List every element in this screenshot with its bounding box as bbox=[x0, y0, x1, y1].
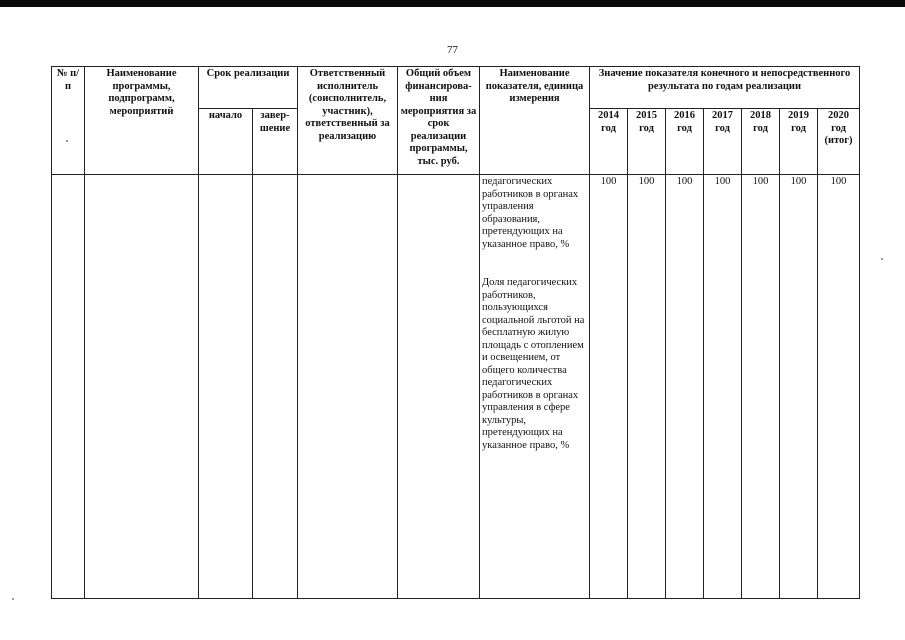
body-indicator bbox=[480, 175, 590, 599]
body-responsible bbox=[298, 175, 398, 599]
scan-speck bbox=[66, 140, 68, 142]
value-2014: 100 bbox=[590, 175, 628, 599]
header-period: Срок реализации bbox=[199, 67, 298, 109]
header-year-2016: 2016 год bbox=[666, 109, 704, 175]
header-year-2014: 2014 год bbox=[590, 109, 628, 175]
header-start: начало bbox=[199, 109, 253, 175]
header-responsible: Ответственный исполнитель (соисполнитель, участник), ответственный за реализацию bbox=[298, 67, 398, 175]
value-2020: 100 bbox=[818, 175, 860, 599]
program-table bbox=[51, 66, 860, 599]
scan-speck bbox=[12, 598, 14, 600]
header-year-2015: 2015 год bbox=[628, 109, 666, 175]
indicator-share-culture: Доля педагогических работников, пользующихся социальной льготой на бесплатную жилую площадь с отоплением и освещением, от общего количества педагогических работников в органах управления в сфере культуры, претендующих на указанное право, % bbox=[482, 277, 585, 451]
header-program-name: Наименование программы, подпрограмм, мероприятий bbox=[85, 67, 199, 175]
body-end bbox=[253, 175, 298, 599]
value-2018: 100 bbox=[742, 175, 780, 599]
header-finance: Общий объем финансирова-ния мероприятия за срок реализации программы, тыс. руб. bbox=[398, 67, 480, 175]
header-year-2017: 2017 год bbox=[704, 109, 742, 175]
body-start bbox=[199, 175, 253, 599]
header-values: Значение показателя конечного и непосредственного результата по годам реализации bbox=[590, 67, 860, 109]
body-finance bbox=[398, 175, 480, 599]
body-program-name bbox=[85, 175, 199, 599]
header-num: № п/п bbox=[52, 67, 85, 175]
scan-top-edge bbox=[0, 0, 905, 7]
value-2016: 100 bbox=[666, 175, 704, 599]
page-number: 77 bbox=[447, 44, 458, 56]
scan-speck bbox=[881, 258, 883, 260]
indicator-continued: педагогических работников в органах управления образования, претендующих на указанное право, % bbox=[482, 176, 579, 250]
header-indicator: Наименование показателя, единица измерения bbox=[480, 67, 590, 175]
value-2015: 100 bbox=[628, 175, 666, 599]
header-year-2019: 2019 год bbox=[780, 109, 818, 175]
value-2019: 100 bbox=[780, 175, 818, 599]
header-end: завер-шение bbox=[253, 109, 298, 175]
header-year-2020: 2020 год (итог) bbox=[818, 109, 860, 175]
header-year-2018: 2018 год bbox=[742, 109, 780, 175]
body-num bbox=[52, 175, 85, 599]
value-2017: 100 bbox=[704, 175, 742, 599]
